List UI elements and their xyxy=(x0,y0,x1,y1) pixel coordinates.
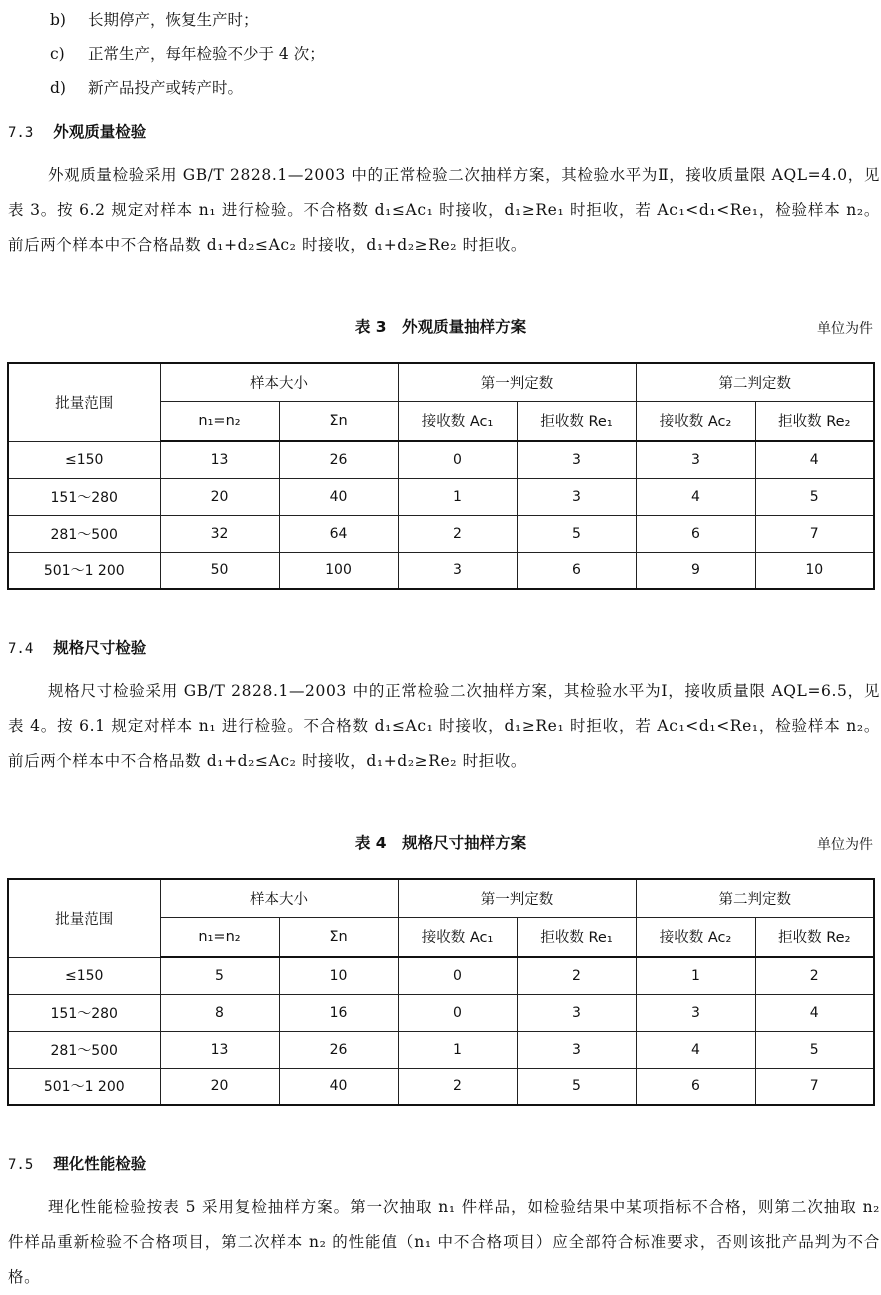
list-item-c xyxy=(50,42,325,64)
table-cell: 6 xyxy=(636,515,755,552)
table-cell: 4 xyxy=(636,1031,755,1068)
list-item-text: 新产品投产或转产时。 xyxy=(88,79,244,97)
header-re1: 拒收数 Re₁ xyxy=(517,401,636,441)
table-row xyxy=(8,515,874,552)
table-cell: 1 xyxy=(636,957,755,994)
header-batch-range: 批量范围 xyxy=(8,879,160,957)
table-header-row xyxy=(8,879,874,917)
header-sample-size: 样本大小 xyxy=(160,879,398,917)
table-cell: 0 xyxy=(398,441,517,478)
table-cell: 32 xyxy=(160,515,279,552)
section-number: 7.5 xyxy=(8,1157,34,1173)
table4-unit: 单位为件 xyxy=(817,837,873,853)
table-cell: 100 xyxy=(279,552,398,589)
section-heading-7-5 xyxy=(8,1152,146,1174)
table-cell: 501～1 200 xyxy=(8,1068,160,1105)
table-cell: 4 xyxy=(636,478,755,515)
table-cell: 5 xyxy=(517,515,636,552)
table-cell: 151～280 xyxy=(8,994,160,1031)
header-second-judgement: 第二判定数 xyxy=(636,879,874,917)
table-cell: 3 xyxy=(517,441,636,478)
table-cell: 281～500 xyxy=(8,515,160,552)
table-cell: 26 xyxy=(279,441,398,478)
table-cell: 7 xyxy=(755,1068,874,1105)
header-sum-n: Σn xyxy=(279,917,398,957)
section-title: 外观质量检验 xyxy=(53,123,147,141)
table-cell: 5 xyxy=(755,1031,874,1068)
table-cell: 8 xyxy=(160,994,279,1031)
header-re1: 拒收数 Re₁ xyxy=(517,917,636,957)
table-cell: 10 xyxy=(755,552,874,589)
section-number: 7.3 xyxy=(8,125,34,141)
header-ac2: 接收数 Ac₂ xyxy=(636,917,755,957)
table-cell: 2 xyxy=(517,957,636,994)
table-row xyxy=(8,1031,874,1068)
header-second-judgement: 第二判定数 xyxy=(636,363,874,401)
table-cell: 1 xyxy=(398,478,517,515)
list-item-label: b) xyxy=(50,11,66,29)
table-cell: 3 xyxy=(517,1031,636,1068)
list-item-label: d) xyxy=(50,79,66,97)
section-title: 理化性能检验 xyxy=(53,1155,147,1173)
table-cell: 5 xyxy=(755,478,874,515)
header-sum-n: Σn xyxy=(279,401,398,441)
list-item-d xyxy=(50,76,243,98)
table-cell: 10 xyxy=(279,957,398,994)
table-cell: 151～280 xyxy=(8,478,160,515)
table-cell: ≤150 xyxy=(8,957,160,994)
table-cell: 1 xyxy=(398,1031,517,1068)
table-row xyxy=(8,478,874,515)
table-cell: 3 xyxy=(636,994,755,1031)
table-cell: 5 xyxy=(160,957,279,994)
table4-caption: 表 4 规格尺寸抽样方案 xyxy=(354,834,527,852)
table-row xyxy=(8,441,874,478)
table-row xyxy=(8,552,874,589)
table-cell: 20 xyxy=(160,478,279,515)
table-cell: 281～500 xyxy=(8,1031,160,1068)
section-paragraph-7-3: 外观质量检验采用 GB/T 2828.1—2003 中的正常检验二次抽样方案，其检验水平为Ⅱ，接收质量限 AQL=4.0，见表 3。按 6.2 规定对样本 n₁ 进行检验。不合格数 d₁≤Ac₁ 时接收，d₁≥Re₁ 时拒收，若 Ac₁<d₁<Re₁，检验样本 n₂。前后两个样本中不合格品数 d₁+d₂≤Ac₂ 时接收，d₁+d₂≥Re₂ 时拒收。 xyxy=(8,166,880,254)
header-ac1: 接收数 Ac₁ xyxy=(398,917,517,957)
table-cell: 3 xyxy=(517,994,636,1031)
header-first-judgement: 第一判定数 xyxy=(398,363,636,401)
section-number: 7.4 xyxy=(8,641,34,657)
table-cell: 4 xyxy=(755,994,874,1031)
table-cell: 40 xyxy=(279,1068,398,1105)
table3-caption: 表 3 外观质量抽样方案 xyxy=(354,318,527,336)
header-ac1: 接收数 Ac₁ xyxy=(398,401,517,441)
table-cell: 20 xyxy=(160,1068,279,1105)
table-cell: 2 xyxy=(398,1068,517,1105)
table-cell: 13 xyxy=(160,1031,279,1068)
section-paragraph-7-4: 规格尺寸检验采用 GB/T 2828.1—2003 中的正常检验二次抽样方案，其检验水平为Ⅰ，接收质量限 AQL=6.5，见表 4。按 6.1 规定对样本 n₁ 进行检验。不合格数 d₁≤Ac₁ 时接收，d₁≥Re₁ 时拒收，若 Ac₁<d₁<Re₁，检验样本 n₂。前后两个样本中不合格品数 d₁+d₂≤Ac₂ 时接收，d₁+d₂≥Re₂ 时拒收。 xyxy=(8,682,880,770)
table-cell: 6 xyxy=(636,1068,755,1105)
table-row xyxy=(8,1068,874,1105)
section-heading-7-3 xyxy=(8,120,146,142)
list-item-b xyxy=(50,8,259,30)
header-re2: 拒收数 Re₂ xyxy=(755,401,874,441)
table-cell: 9 xyxy=(636,552,755,589)
header-n1n2: n₁=n₂ xyxy=(160,917,279,957)
section-title: 规格尺寸检验 xyxy=(53,639,147,657)
header-first-judgement: 第一判定数 xyxy=(398,879,636,917)
table-cell: 3 xyxy=(398,552,517,589)
header-sample-size: 样本大小 xyxy=(160,363,398,401)
table3-unit: 单位为件 xyxy=(817,321,873,337)
table-cell: 501～1 200 xyxy=(8,552,160,589)
table-cell: 2 xyxy=(398,515,517,552)
list-item-text: 正常生产，每年检验不少于 4 次； xyxy=(88,45,325,63)
table-cell: 0 xyxy=(398,957,517,994)
list-item-label: c) xyxy=(50,45,65,63)
table-row xyxy=(8,994,874,1031)
table-cell: 3 xyxy=(636,441,755,478)
table-cell: 64 xyxy=(279,515,398,552)
table-cell: 13 xyxy=(160,441,279,478)
section-heading-7-4 xyxy=(8,636,146,658)
table-cell: 6 xyxy=(517,552,636,589)
table-cell: 5 xyxy=(517,1068,636,1105)
table-cell: 0 xyxy=(398,994,517,1031)
table-cell: 2 xyxy=(755,957,874,994)
table-cell: ≤150 xyxy=(8,441,160,478)
table-cell: 3 xyxy=(517,478,636,515)
list-item-text: 长期停产，恢复生产时； xyxy=(88,11,259,29)
table-header-row xyxy=(8,363,874,401)
table3 xyxy=(7,362,875,590)
table4 xyxy=(7,878,875,1106)
table-row xyxy=(8,957,874,994)
header-ac2: 接收数 Ac₂ xyxy=(636,401,755,441)
table-cell: 50 xyxy=(160,552,279,589)
table-cell: 4 xyxy=(755,441,874,478)
table-cell: 16 xyxy=(279,994,398,1031)
table-cell: 26 xyxy=(279,1031,398,1068)
header-batch-range: 批量范围 xyxy=(8,363,160,441)
section-paragraph-7-5: 理化性能检验按表 5 采用复检抽样方案。第一次抽取 n₁ 件样品，如检验结果中某项指标不合格，则第二次抽取 n₂ 件样品重新检验不合格项目，第二次样本 n₂ 的性能值（n₁ 中不合格项目）应全部符合标准要求，否则该批产品判为不合格。 xyxy=(8,1198,880,1286)
table-cell: 40 xyxy=(279,478,398,515)
header-re2: 拒收数 Re₂ xyxy=(755,917,874,957)
table-cell: 7 xyxy=(755,515,874,552)
header-n1n2: n₁=n₂ xyxy=(160,401,279,441)
